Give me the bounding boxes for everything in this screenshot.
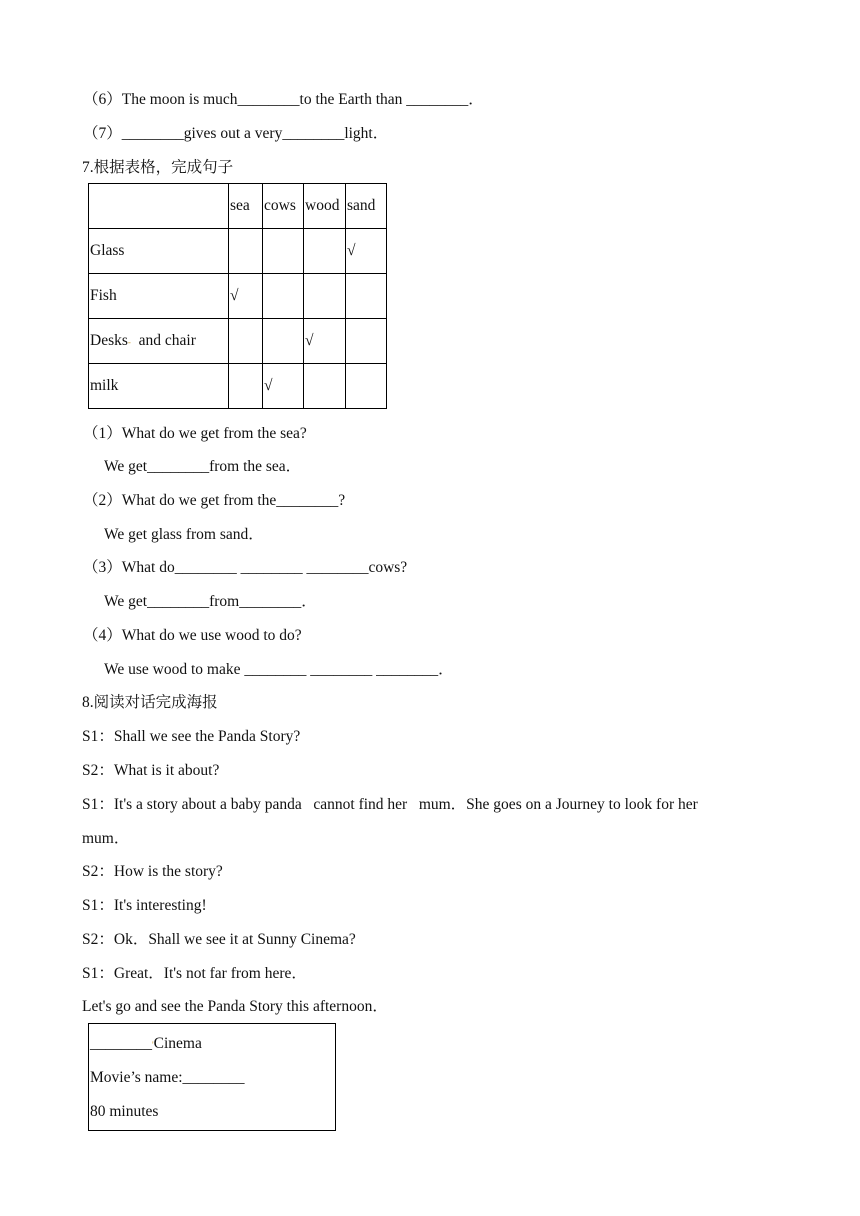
q6-line: （6）The moon is much________to the Earth than ________． [83,91,484,108]
poster-duration: 80 minutes [90,1103,159,1120]
table-header-cell [89,184,229,229]
poster-movie-name: Movie’s name:________ [90,1069,245,1086]
dialogue-line: Let's go and see the Panda Story this afternoon． [82,998,388,1015]
poster-cinema-label: Cinema [153,1035,202,1052]
question-3: （3）What do________ ________ ________cows? [83,559,408,576]
table-cell: √ [263,364,304,409]
table-cell [346,364,387,409]
section-7-heading: 7.根据表格，完成句子 [82,159,234,176]
table-cell [263,319,304,364]
dialogue-line: mum． [82,830,130,847]
answer-1: We get________from the sea． [104,458,302,475]
table-header-row [89,184,387,229]
table-row [89,319,387,364]
table-header-cell: cows [263,184,304,229]
table-header-cell: sand [346,184,387,229]
table-cell [346,319,387,364]
table-cell: √ [304,319,346,364]
row-label [89,319,229,364]
dialogue-line: S1：Great．It's not far from here． [82,965,307,982]
table-cell [229,319,263,364]
table-cell: √ [346,229,387,274]
row-label-rest: and chair [130,332,196,349]
table-cell [263,229,304,274]
table-cell [346,274,387,319]
answer-3: We get________from________． [104,593,317,610]
question-1: （1）What do we get from the sea? [83,425,307,442]
dialogue-line: S2：How is the story? [82,863,223,880]
table-cell [304,229,346,274]
table-cell [229,364,263,409]
question-4: （4）What do we use wood to do? [83,627,302,644]
answer-2: We get glass from sand． [104,526,264,543]
dialogue-line: S1：It's interesting! [82,897,207,914]
row-label: Glass [89,229,229,274]
poster-blank: ________ [90,1035,152,1052]
row-label-main: Desks [90,332,128,349]
question-2: （2）What do we get from the________? [83,492,346,509]
answer-4: We use wood to make ________ ________ ________． [104,661,454,678]
table-cell [263,274,304,319]
table-header-cell: wood [304,184,346,229]
stray-mark: ' [152,1040,154,1050]
source-table [88,183,387,409]
table-header-cell: sea [229,184,263,229]
table-row [89,274,387,319]
dialogue-line: S1：It's a story about a baby panda cannot find her mum．She goes on a Journey to look for her [82,796,698,813]
table-cell [304,364,346,409]
table-cell [304,274,346,319]
table-row [89,229,387,274]
q7-line: （7）________gives out a very________light． [83,125,389,142]
dialogue-line: S1：Shall we see the Panda Story? [82,728,301,745]
table-row [89,364,387,409]
poster-cinema-line [90,1034,202,1055]
row-label: milk [89,364,229,409]
section-8-heading: 8.阅读对话完成海报 [82,694,218,711]
table-cell [229,229,263,274]
table-cell: √ [229,274,263,319]
dialogue-line: S2：Ok．Shall we see it at Sunny Cinema? [82,931,356,948]
dialogue-line: S2：What is it about? [82,762,220,779]
stray-mark: - [127,337,131,347]
cinema-poster [88,1023,336,1131]
row-label: Fish [89,274,229,319]
